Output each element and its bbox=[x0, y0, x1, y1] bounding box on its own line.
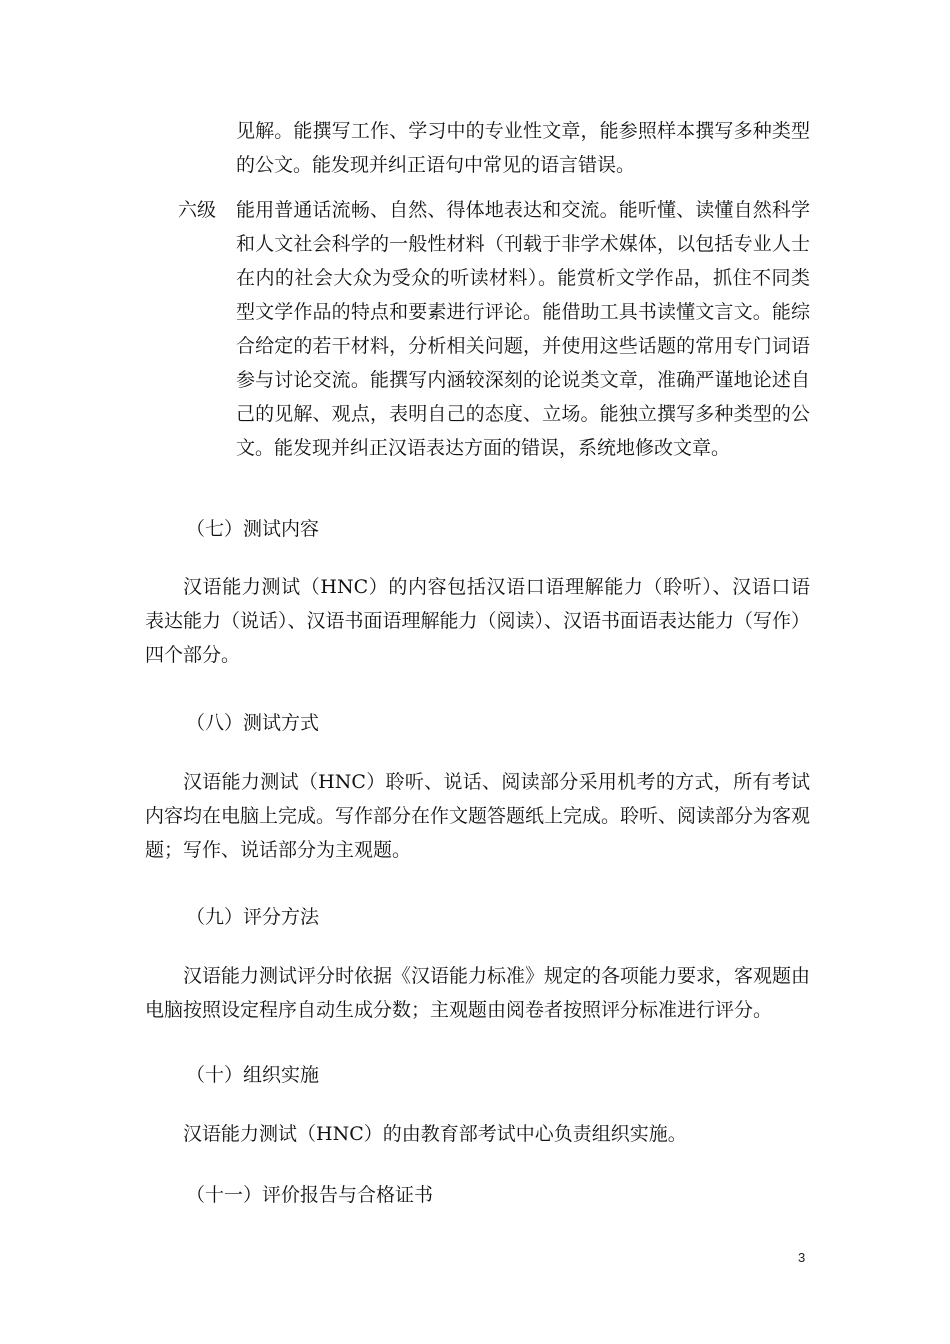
section-body-10: 汉语能力测试（HNC）的由教育部考试中心负责组织实施。 bbox=[183, 1123, 687, 1145]
section-heading-7: （七）测试内容 bbox=[186, 518, 320, 540]
section-heading-8: （八）测试方式 bbox=[186, 712, 320, 734]
section-heading-10: （十）组织实施 bbox=[186, 1064, 320, 1086]
level-6-description: 能用普通话流畅、自然、得体地表达和交流。能听懂、读懂自然科学和人文社会科学的一般性材料（刊载于非学术媒体，以包括专业人士在内的社会大众为受众的听读材料）。能赏析文学作品，抓住不同类型文学作品的特点和要素进行评论。能借助工具书读懂文言文。能综合给定的若干材料，分析相关问题，并使用这些话题的常用专门词语参与讨论交流。能撰写内涵较深刻的论说类文章，准确严谨地论述自己的见解、观点，表明自己的态度、立场。能独立撰写多种类型的公文。能发现并纠正汉语表达方面的错误，系统地修改文章。 bbox=[236, 199, 810, 459]
page-number: 3 bbox=[798, 1250, 806, 1265]
section-body-9: 汉语能力测试评分时依据《汉语能力标准》规定的各项能力要求，客观题由电脑按照设定程序自动生成分数；主观题由阅卷者按照评分标准进行评分。 bbox=[145, 965, 811, 1021]
section-body-8: 汉语能力测试（HNC）聆听、说话、阅读部分采用机考的方式，所有考试内容均在电脑上完成。写作部分在作文题答题纸上完成。聆听、阅读部分为客观题；写作、说话部分为主观题。 bbox=[145, 771, 811, 861]
section-body-7: 汉语能力测试（HNC）的内容包括汉语口语理解能力（聆听）、汉语口语表达能力（说话）、汉语书面语理解能力（阅读）、汉语书面语表达能力（写作）四个部分。 bbox=[145, 576, 811, 666]
continued-paragraph: 见解。能撰写工作、学习中的专业性文章，能参照样本撰写多种类型的公文。能发现并纠正语句中常见的语言错误。 bbox=[236, 120, 810, 176]
level-6-label: 六级 bbox=[178, 199, 217, 221]
section-heading-9: （九）评分方法 bbox=[186, 906, 320, 928]
section-heading-11: （十一）评价报告与合格证书 bbox=[186, 1184, 434, 1206]
